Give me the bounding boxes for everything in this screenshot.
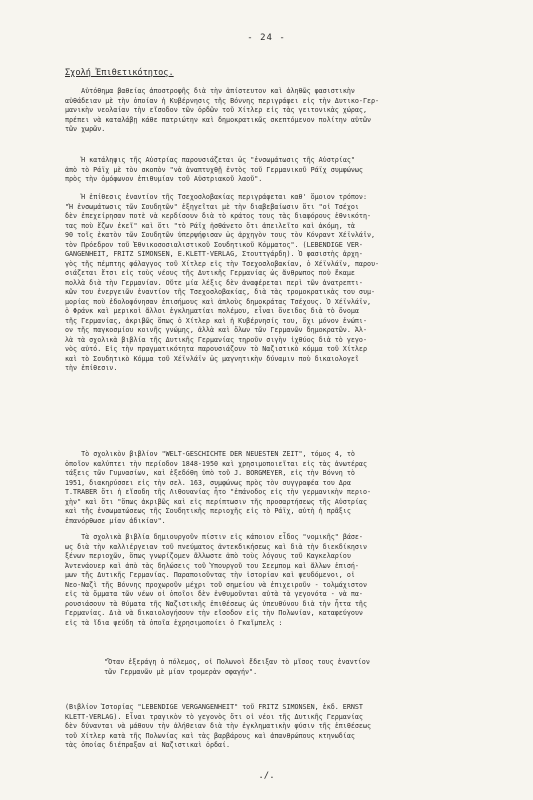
section-heading: Σχολή Ἐπιθετικότητος. [65, 68, 174, 78]
paragraph-6: (Βιβλίον Ἱστορίας "LEBENDIGE VERGANGENHEIT" τοῦ FRITZ SIMONSEN, ἐκδ. ERNST KLETT-VERLAG). Εἶναι τραγικὸν τὸ γεγονὸς ὅτι οἱ νέοι τῆς Δυτικῆς Γερμανίας δὲν δύνανται νὰ μάθουν τὴν ἀλήθειαν διὰ τὴν ἐγκληματικὴν φύσιν τῆς ἐπιθέσεως τοῦ Χίτλερ κατὰ τῆς Πολωνίας καὶ τὰς βαρβάρους καὶ ἀπανθρώπους κτηνωδίας τὰς ὁποίας διέπραξαν αἱ Ναζιστικαὶ ὀρδαί. [65, 703, 371, 749]
paragraph-1: Αὐτόθημα βαθείας ἀποστροφῆς διὰ τὴν ἀπίστευτον καὶ ἀληθῶς φασιστικὴν αὐθάδειαν μὲ τὴν ὁποίαν ἡ Κυβέρνησις τῆς Βόννης περιγράφει εἰς τὴν Δυτικο-Γερ- μανικὴν νεολαίαν τὴν εἴσοδον τῶν ὀρδῶν τοῦ Χίτλερ εἰς τὰς γειτονικὰς χώρας, πρέπει νὰ καταλάβῃ κάθε πατριώτην καὶ δημοκρατικῶς σκεπτόμενον πολίτην αὐτῶν τῶν χωρῶν. [65, 87, 380, 133]
paragraph-5: Τὰ σχολικὰ βιβλία δημιουργοῦν πίστιν εἰς κάποιον εἶδος "νομικῆς" βάσε- ως διὰ τὴν καλλιέργειαν τοῦ πνεύματος ἀντεκδικήσεως καὶ διὰ τὴν διεκδίκησιν ξένων περιοχῶν, ὅπως γνωρίζομεν ἄλλωστε ἀπὸ τοὺς λόγους τοῦ Καγκελαρίου Ἀντενάουερ καὶ ἀπὸ τὰς δηλώσεις τοῦ Ὑπουργοῦ του Σεεμπομ καὶ ἄλλων ἐπισή- μων τῆς Δυτικῆς Γερμανίας. Παραποιοῦντας τὴν ἱστορίαν καὶ ψευδόμενοι, οἱ Νεο-Ναζὶ τῆς Βόννης προχωροῦν μέχρι τοῦ σημείου νὰ ἐπιχειροῦν - τολμάχιστον εἰς τὰ ὄμματα τῶν νέων οἱ ὁποῖοι δὲν ἐνθυμοῦνται αὐτὰ τὰ γεγονότα - νὰ πα- ρουσιάσουν τὰ θύματα τῆς Ναζιστικῆς ἐπιθέσεως ὡς ὑπευθύνου διὰ τὴν ἧττα τῆς Γερμανίας. Διὰ νὰ δικαιολογήσουν τὴν εἴσοδον εἰς τὴν Πολωνίαν, καταφεύγουν εἰς τὰ ἴδια ψεύδη τὰ ὁποῖα ἐχρησιμοποίει ὁ Γκαῖμπελς : [65, 533, 367, 627]
page-number: - 24 - [247, 33, 286, 43]
paragraph-4: Τὸ σχολικὸν βιβλίον "WELT-GESCHICHTE DER NEUESTEN ZEIT", τόμος 4, τὸ ὁποῖον καλύπτει τὴν περίοδον 1848-1950 καὶ χρησιμοποιεῖται εἰς τὰς ἀνωτέρας τάξεις τῶν Γυμνασίων, καὶ ἐξεδόθη ὑπὸ τοῦ J. BORGMEYER, εἰς τὴν Βόννη τὸ 1951, διακηρύσσει εἰς τὴν σελ. 163, συμφώνως πρὸς τὸν συγγραφέα του Δρα T.TRABER ὅτι ἡ εἴσοδη τῆς Λιθουανίας ἦτο "ἐπάνοδος εἰς τὴν γερμανικὴν περιο- χὴν" καὶ ὅτι "ὅπως ἀκριβῶς καὶ εἰς περίπτωσιν τῆς προσαρτήσεως τῆς Αὐστρίας καὶ τῆς ἐνσωματώσεως τῆς Σουδητικῆς περιοχῆς εἰς τὸ Ράϊχ, αὐτὴ ἡ πρᾶξις ἐπανόρθωσε μίαν ἀδικίαν". [65, 450, 371, 525]
block-quote: "Ὅταν ἐξεράγη ὁ πόλεμος, οἱ Πολωνοὶ ἔδειξαν τὸ μῖσος τους ἐναντίον τῶν Γερμανῶν μὲ μίαν τρομερὰν σφαγήν". [104, 658, 370, 676]
paragraph-3: Ἡ ἐπίθεσις ἐναντίον τῆς Τσεχοσλοβακίας περιγράφεται καθ' ὅμοιον τρόπον: "Ἡ ἐνσωμάτωσις τῶν Σουδητῶν" ἐξηγεῖται μὲ τὴν διαβεβαίωσιν ὅτι "οἱ Τσέχοι δὲν ἐπεχείρησαν ποτὲ νὰ κερδίσουν διὰ τὸ κράτος τους τὰς διαφόρους ἐθνικότη- τας ποὺ ἔζων ἐκεῖ" καὶ ὅτι "τὸ Ράϊχ ἠσθάνετο ὅτι ἀπειλεῖτο καὶ ἀκόμη, τὰ 90 τοῖς ἑκατὸν τῶν Σουδητῶν ὑπερψήφισαν ὡς ἀρχηγὸν τους τὸν Κόνραντ Χέϊνλάϊν, τὸν Πρόεδρον τοῦ Ἐθνικοσοσιαλιστικοῦ Σουδητικοῦ Κόμματος". (LEBENDIGE VER- GANGENHEIT, FRITZ SIMONSEN, E.KLETT-VERLAG, Στουττγάρδη). Ὁ φασιστὴς ἀρχη- γὸς τῆς πέμπτης φάλαγγος τοῦ Χίτλερ εἰς τὴν Τσεχοσλοβακίαν, ὁ Χέϊνλάϊν, παρου- σιάζεται ἔτσι εἰς τοὺς νέους τῆς Δυτικῆς Γερμανίας ὡς ἄνθρωπος ποὺ ἔκαμε πολλὰ διὰ τὴν Γερμανίαν. Οὔτε μία λέξις δὲν ἀναφέρεται περὶ τῶν ἀνατρεπτι- κῶν του ἐνεργειῶν ἐναντίον τῆς Τσεχοσλοβακίας, διὰ τὰς τρομοκρατικὰς του συμ- μορίας ποὺ ἐδολοφόνησαν ἐπισήμους καὶ ἁπλοὺς δημοκράτας Τσέχους. Ὁ Χέϊνλάϊν, ὁ Φράνκ καὶ μερικοὶ ἄλλοι ἐγκληματίαι πολέμου, εἶναι ὄνειδος διὰ τὸ ὄνομα τῆς Γερμανίας, ἀκριβῶς ὅπως ὁ Χίτλερ καὶ ἡ Κυβέρνησίς του, ὄχι μόνον ἐνώπι- ον τῆς παγκοσμίου κοινῆς γνώμης, ἀλλὰ καὶ ὅλων τῶν Γερμανῶν δημοκρατῶν. Ἀλ- λὰ τὰ σχολικὰ βιβλία τῆς Δυτικῆς Γερμανίας τηροῦν σιγὴν ἰχθύος διὰ τὸ γεγο- νὸς αὐτό. Εἰς τὴν πραγματικότητα παρουσιάζουν τὸ Ναζιστικὸ κόμμα τοῦ Χίτλερ καὶ τὸ Σουδητικὸ Κόμμα τοῦ Χέϊνλάϊν ὡς μαγνητικὴν δύναμιν ποὺ δικαιολογεῖ τὴν ἐπίθεσιν. [65, 193, 380, 372]
paragraph-2: Ἡ κατάληψις τῆς Αὐστρίας παρουσιάζεται ὡς "ἐνσωμάτωσις τῆς Αὐστρίας" ἀπὸ τὸ Ράϊχ μὲ τὸν σκοπὸν "νὰ ἀναπτυχθῇ ἐντὸς τοῦ Γερμανικοῦ Ράϊχ συμφώνως πρὸς τὴν ὁμόφωνον ἐπιθυμίαν τοῦ Αὐστριακοῦ λαοῦ". [65, 156, 363, 183]
end-mark: ./. [258, 771, 275, 781]
